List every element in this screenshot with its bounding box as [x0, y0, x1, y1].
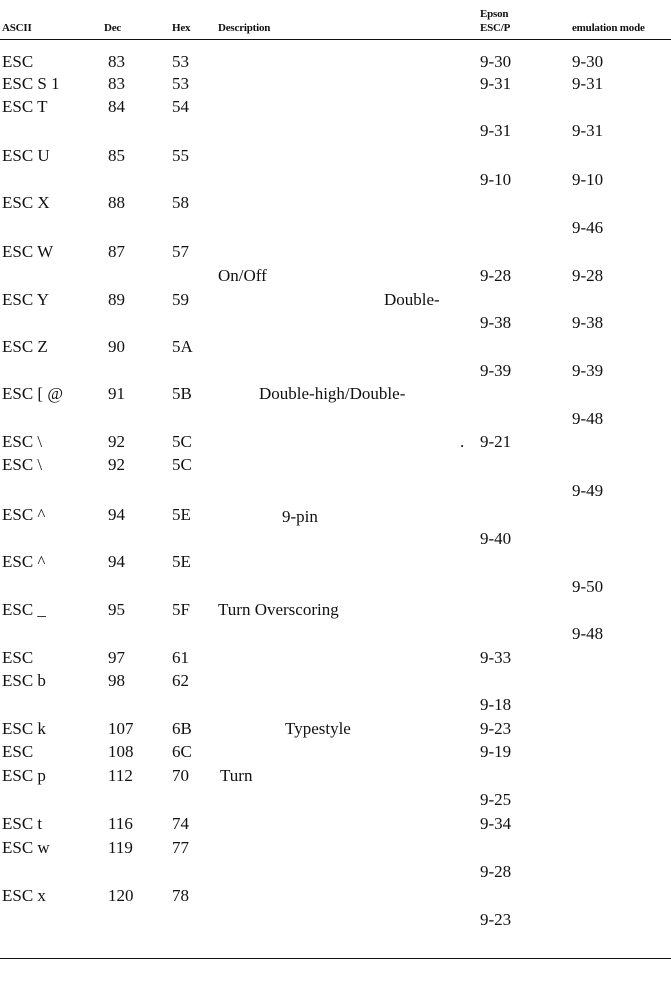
dec-cell: 112 [108, 766, 133, 785]
epson-ref: 9-25 [480, 790, 512, 809]
hex-cell: 5E [172, 552, 191, 571]
emulation-ref: 9-48 [572, 409, 604, 428]
table-row [0, 52, 671, 76]
ascii-cell: ESC S 1 [2, 74, 60, 93]
dec-cell: 119 [108, 838, 133, 857]
ascii-cell: ESC U [2, 146, 50, 165]
hex-cell: 70 [172, 766, 189, 785]
hex-cell: 5A [172, 337, 193, 356]
emulation-ref: 9-49 [572, 481, 604, 500]
hex-cell: 54 [172, 97, 189, 116]
dec-cell: 83 [108, 52, 125, 71]
description-text: On/Off [218, 266, 267, 285]
table-row [0, 505, 671, 529]
hex-cell: 5B [172, 384, 192, 403]
ascii-cell: ESC _ [2, 600, 46, 619]
hex-cell: 62 [172, 671, 189, 690]
emulation-ref: 9-39 [572, 361, 604, 380]
epson-ref: 9-34 [480, 814, 512, 833]
table-row [0, 742, 671, 766]
ascii-cell: ESC \ [2, 455, 43, 474]
emulation-ref: 9-46 [572, 218, 604, 237]
ascii-cell: ESC ^ [2, 552, 46, 571]
header-escp: ESC/P [480, 22, 511, 34]
dec-cell: 85 [108, 146, 125, 165]
dec-cell: 92 [108, 455, 125, 474]
description-text: . [460, 432, 465, 451]
ascii-cell: ESC X [2, 193, 50, 212]
description-text: Double- [384, 290, 440, 309]
description-text: Double-high/Double- [259, 384, 406, 403]
hex-cell: 74 [172, 814, 189, 833]
emulation-ref: 9-31 [572, 121, 604, 140]
header-hex: Hex [172, 22, 191, 34]
dec-cell: 107 [108, 719, 134, 738]
table-row [0, 766, 671, 790]
epson-ref: 9-30 [480, 52, 512, 71]
ascii-cell: ESC [2, 648, 34, 667]
hex-cell: 59 [172, 290, 189, 309]
dec-cell: 98 [108, 671, 125, 690]
dec-cell: 84 [108, 97, 125, 116]
ascii-cell: ESC W [2, 242, 54, 261]
hex-cell: 5C [172, 432, 192, 451]
hex-cell: 57 [172, 242, 189, 261]
hex-cell: 61 [172, 648, 189, 667]
dec-cell: 108 [108, 742, 134, 761]
hex-cell: 53 [172, 74, 189, 93]
ascii-cell: ESC ^ [2, 505, 46, 524]
ascii-cell: ESC k [2, 719, 46, 738]
header-ascii: ASCII [2, 22, 32, 34]
table-row [0, 290, 671, 314]
epson-ref: 9-31 [480, 74, 512, 93]
hex-cell: 5C [172, 455, 192, 474]
ascii-cell: ESC p [2, 766, 46, 785]
epson-ref: 9-38 [480, 313, 512, 332]
epson-ref: 9-40 [480, 529, 512, 548]
description-text: Turn Overscoring [218, 600, 339, 619]
footer-rule [0, 958, 671, 959]
table-row [0, 432, 671, 456]
emulation-ref: 9-48 [572, 624, 604, 643]
table-row [0, 74, 671, 98]
epson-ref: 9-19 [480, 742, 512, 761]
ascii-cell: ESC [ @ [2, 384, 63, 403]
header-dec: Dec [104, 22, 122, 34]
hex-cell: 5F [172, 600, 190, 619]
ascii-cell: ESC \ [2, 432, 43, 451]
table-row [0, 337, 671, 361]
table-row [0, 242, 671, 266]
table-row [0, 455, 671, 479]
ascii-cell: ESC [2, 742, 34, 761]
hex-cell: 53 [172, 52, 189, 71]
dec-cell: 92 [108, 432, 125, 451]
description-text: Typestyle [285, 719, 351, 738]
dec-cell: 83 [108, 74, 125, 93]
epson-ref: 9-23 [480, 719, 512, 738]
epson-ref: 9-28 [480, 266, 512, 285]
dec-cell: 116 [108, 814, 133, 833]
header-description: Description [218, 22, 271, 34]
table-row [0, 552, 671, 576]
dec-cell: 91 [108, 384, 125, 403]
dec-cell: 97 [108, 648, 125, 667]
hex-cell: 55 [172, 146, 189, 165]
ascii-cell: ESC [2, 52, 34, 71]
dec-cell: 87 [108, 242, 125, 261]
epson-ref: 9-39 [480, 361, 512, 380]
epson-ref: 9-33 [480, 648, 512, 667]
epson-ref: 9-23 [480, 910, 512, 929]
emulation-ref: 9-30 [572, 52, 604, 71]
dec-cell: 90 [108, 337, 125, 356]
description-text: Turn [220, 766, 253, 785]
ascii-cell: ESC x [2, 886, 46, 905]
epson-ref: 9-31 [480, 121, 512, 140]
dec-cell: 94 [108, 505, 125, 524]
ascii-cell: ESC Y [2, 290, 50, 309]
epson-ref: 9-28 [480, 862, 512, 881]
ascii-cell: ESC T [2, 97, 48, 116]
description-text: 9-pin [282, 507, 318, 526]
hex-cell: 6B [172, 719, 192, 738]
hex-cell: 77 [172, 838, 189, 857]
epson-ref: 9-10 [480, 170, 512, 189]
table-row [0, 146, 671, 170]
ascii-cell: ESC t [2, 814, 43, 833]
emulation-ref: 9-38 [572, 313, 604, 332]
emulation-ref: 9-10 [572, 170, 604, 189]
ascii-cell: ESC b [2, 671, 46, 690]
table-row [0, 671, 671, 695]
table-row [0, 886, 671, 910]
table-row [0, 814, 671, 838]
dec-cell: 95 [108, 600, 125, 619]
dec-cell: 120 [108, 886, 134, 905]
hex-cell: 6C [172, 742, 192, 761]
hex-cell: 58 [172, 193, 189, 212]
emulation-ref: 9-28 [572, 266, 604, 285]
dec-cell: 88 [108, 193, 125, 212]
dec-cell: 94 [108, 552, 125, 571]
hex-cell: 5E [172, 505, 191, 524]
ascii-cell: ESC w [2, 838, 50, 857]
header-epson: Epson [480, 8, 509, 20]
table-row [0, 648, 671, 672]
epson-ref: 9-21 [480, 432, 512, 451]
table-row [0, 838, 671, 862]
hex-cell: 78 [172, 886, 189, 905]
header-emulation-mode: emulation mode [572, 22, 645, 34]
epson-ref: 9-18 [480, 695, 512, 714]
header-rule [0, 39, 671, 40]
ascii-cell: ESC Z [2, 337, 48, 356]
emulation-ref: 9-50 [572, 577, 604, 596]
table-row [0, 193, 671, 217]
table-row [0, 97, 671, 121]
emulation-ref: 9-31 [572, 74, 604, 93]
dec-cell: 89 [108, 290, 125, 309]
